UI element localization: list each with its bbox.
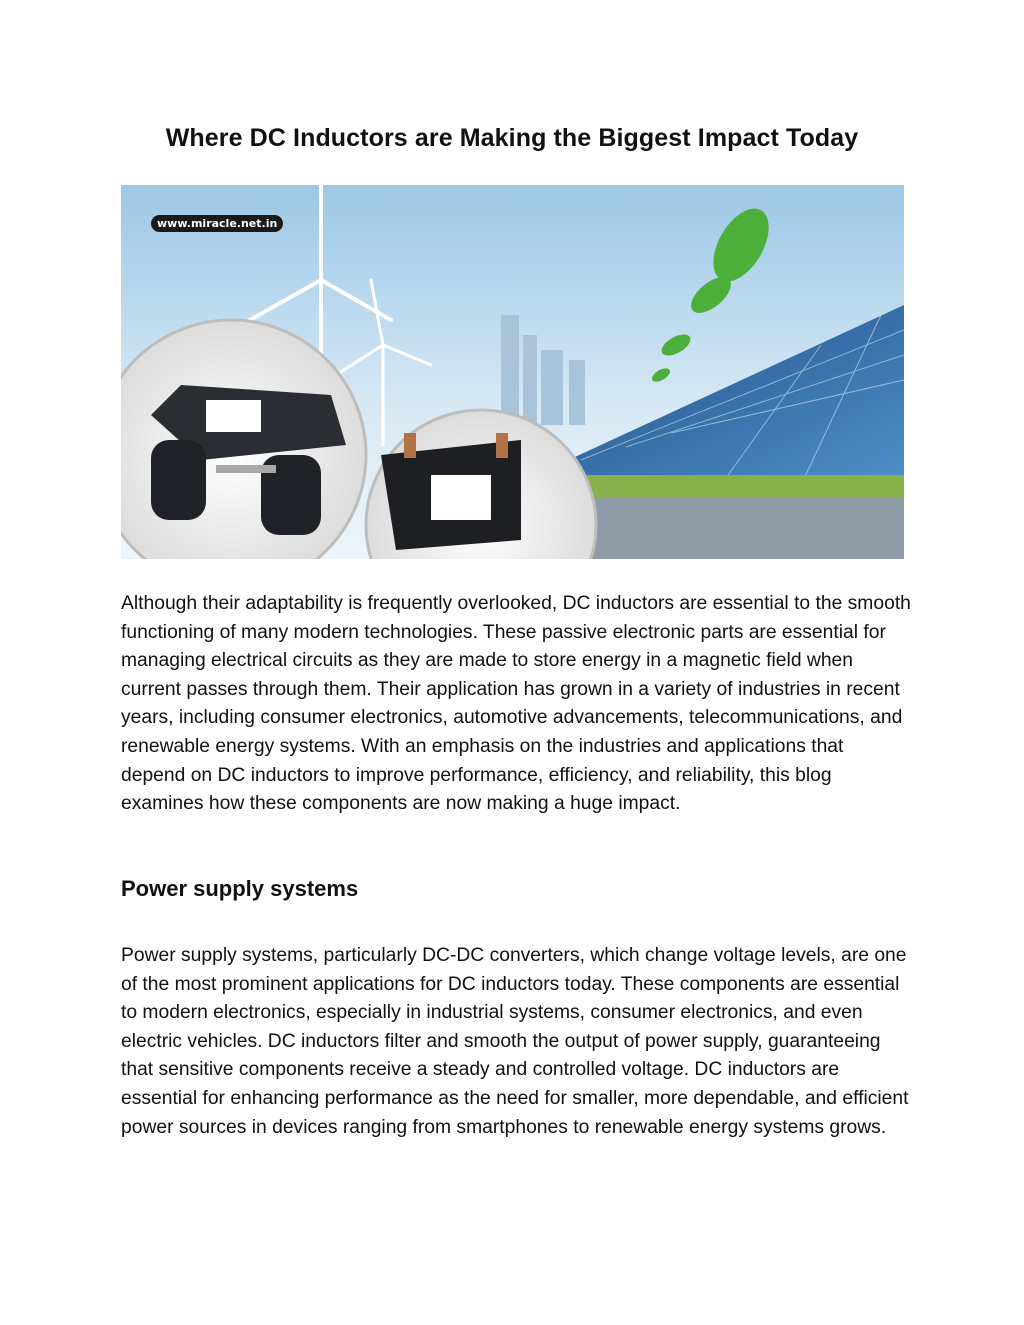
hero-illustration: [121, 185, 904, 559]
section-heading: Power supply systems: [121, 876, 359, 901]
hero-image: [121, 185, 904, 559]
document-title: Where DC Inductors are Making the Biggest Impact Today: [165, 124, 859, 152]
watermark: www.miracle.net.in: [151, 215, 283, 232]
intro-paragraph: Although their adaptability is frequently overlooked, DC inductors are essential to the smooth functioning of many modern technologies. These passive electronic parts are essential for managing electrical circuits as they are made to store energy in a magnetic field when current passes through them. Their application has grown in a variety of industries in recent years, including consumer electronics, automotive advancements, telecommunications, and renewable energy systems. With an emphasis on the industries and applications that depend on DC inductors to improve performance, efficiency, and reliability, this blog examines how these components are now making a huge impact.: [121, 593, 911, 815]
section-paragraph: Power supply systems, particularly DC-DC converters, which change voltage levels, are one of the most prominent applications for DC inductors today. These components are essential to modern electronics, especially in industrial systems, consumer electronics, and even electric vehicles. DC inductors filter and smooth the output of power supply, guaranteeing that sensitive components receive a steady and controlled voltage. DC inductors are essential for enhancing performance as the need for smaller, more dependable, and efficient power sources in devices ranging from smartphones to renewable energy systems grows.: [121, 945, 909, 1138]
